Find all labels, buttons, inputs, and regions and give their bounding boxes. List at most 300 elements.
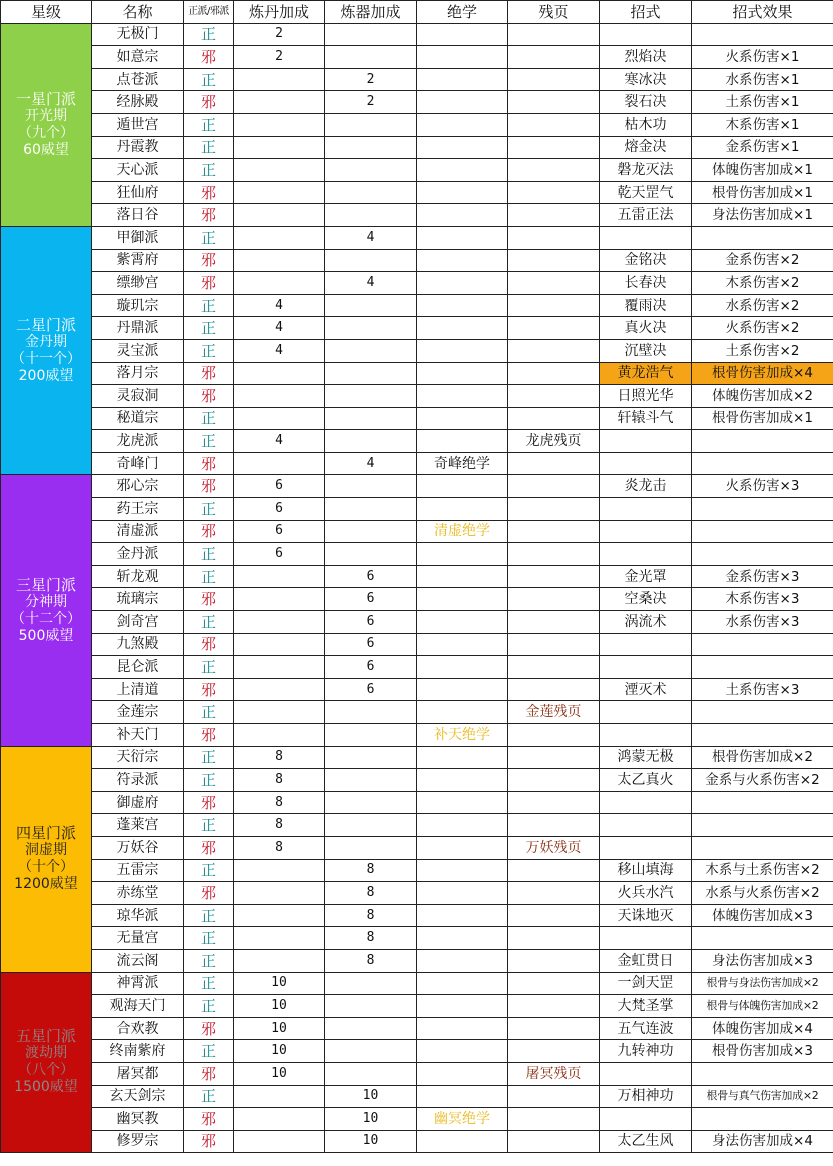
dan-bonus-cell (234, 1085, 325, 1108)
dan-bonus-cell: 10 (234, 1062, 325, 1085)
qi-bonus-cell (325, 475, 417, 498)
canye-cell (508, 746, 600, 769)
table-row (1, 904, 833, 927)
dan-bonus-cell (234, 181, 325, 204)
dan-bonus-cell (234, 724, 325, 747)
canye-cell (508, 972, 600, 995)
table-row (1, 68, 833, 91)
header-tier: 星级 (1, 1, 92, 24)
juexue-cell (417, 68, 508, 91)
table-row (1, 452, 833, 475)
zhaoshi-cell: 金虹贯日 (600, 949, 692, 972)
table-row (1, 543, 833, 566)
zhaoshi-cell: 太乙生风 (600, 1130, 692, 1153)
sect-name-cell: 药王宗 (92, 498, 184, 521)
canye-cell: 龙虎残页 (508, 430, 600, 453)
table-row (1, 746, 833, 769)
juexue-cell (417, 633, 508, 656)
zhaoshi-cell (600, 520, 692, 543)
effect-cell (692, 814, 833, 837)
qi-bonus-cell (325, 701, 417, 724)
sect-name-cell: 清虚派 (92, 520, 184, 543)
sect-name-cell: 琼华派 (92, 904, 184, 927)
juexue-cell (417, 91, 508, 114)
sect-name-cell: 赤练堂 (92, 882, 184, 905)
zhaoshi-cell (600, 226, 692, 249)
dan-bonus-cell (234, 159, 325, 182)
canye-cell (508, 859, 600, 882)
side-cell: 正 (184, 949, 234, 972)
canye-cell: 屠冥残页 (508, 1062, 600, 1085)
juexue-cell (417, 249, 508, 272)
canye-cell (508, 136, 600, 159)
sect-name-cell: 金莲宗 (92, 701, 184, 724)
dan-bonus-cell (234, 1108, 325, 1131)
header-name: 名称 (92, 1, 184, 24)
table-row (1, 136, 833, 159)
tier-cell (1, 475, 92, 746)
table-row (1, 181, 833, 204)
side-cell: 正 (184, 339, 234, 362)
sect-name-cell: 落月宗 (92, 362, 184, 385)
qi-bonus-cell (325, 430, 417, 453)
sect-name-cell: 经脉殿 (92, 91, 184, 114)
side-cell: 正 (184, 746, 234, 769)
tier-line: （九个） (18, 124, 74, 141)
table-row (1, 339, 833, 362)
effect-cell: 根骨与真气伤害加成×2 (692, 1085, 833, 1108)
effect-cell: 身法伤害加成×1 (692, 204, 833, 227)
sect-name-cell: 修罗宗 (92, 1130, 184, 1153)
effect-cell: 火系伤害×1 (692, 46, 833, 69)
side-cell: 正 (184, 23, 234, 46)
sect-name-cell: 遁世宫 (92, 113, 184, 136)
qi-bonus-cell: 6 (325, 611, 417, 634)
side-cell: 正 (184, 407, 234, 430)
sect-name-cell: 丹霞教 (92, 136, 184, 159)
juexue-cell (417, 113, 508, 136)
qi-bonus-cell (325, 339, 417, 362)
sect-name-cell: 邪心宗 (92, 475, 184, 498)
canye-cell (508, 769, 600, 792)
juexue-cell (417, 972, 508, 995)
zhaoshi-cell (600, 1062, 692, 1085)
canye-cell (508, 565, 600, 588)
zhaoshi-cell: 火兵水汽 (600, 882, 692, 905)
canye-cell (508, 317, 600, 340)
canye-cell (508, 68, 600, 91)
effect-cell (692, 430, 833, 453)
qi-bonus-cell (325, 836, 417, 859)
table-body (1, 23, 833, 1153)
side-cell: 正 (184, 498, 234, 521)
effect-cell: 木系伤害×2 (692, 272, 833, 295)
canye-cell (508, 678, 600, 701)
table-row (1, 1130, 833, 1153)
canye-cell (508, 995, 600, 1018)
qi-bonus-cell (325, 23, 417, 46)
table-row (1, 407, 833, 430)
dan-bonus-cell (234, 927, 325, 950)
side-cell: 邪 (184, 520, 234, 543)
qi-bonus-cell (325, 543, 417, 566)
tier-line: 200威望 (18, 367, 74, 384)
tier-cell (1, 226, 92, 475)
table-row (1, 633, 833, 656)
effect-cell: 身法伤害加成×3 (692, 949, 833, 972)
dan-bonus-cell (234, 226, 325, 249)
qi-bonus-cell: 8 (325, 927, 417, 950)
juexue-cell: 补天绝学 (417, 724, 508, 747)
canye-cell (508, 633, 600, 656)
juexue-cell (417, 678, 508, 701)
juexue-cell (417, 701, 508, 724)
table-row (1, 498, 833, 521)
canye-cell (508, 520, 600, 543)
sect-name-cell: 补天门 (92, 724, 184, 747)
zhaoshi-cell: 大梵圣掌 (600, 995, 692, 1018)
dan-bonus-cell (234, 136, 325, 159)
qi-bonus-cell (325, 791, 417, 814)
sect-name-cell: 斩龙观 (92, 565, 184, 588)
zhaoshi-cell (600, 498, 692, 521)
canye-cell (508, 814, 600, 837)
zhaoshi-cell: 涡流术 (600, 611, 692, 634)
qi-bonus-cell: 8 (325, 949, 417, 972)
zhaoshi-cell (600, 633, 692, 656)
zhaoshi-cell (600, 836, 692, 859)
zhaoshi-cell (600, 430, 692, 453)
qi-bonus-cell: 8 (325, 882, 417, 905)
effect-cell: 根骨伤害加成×1 (692, 407, 833, 430)
juexue-cell (417, 656, 508, 679)
effect-cell (692, 498, 833, 521)
side-cell: 正 (184, 226, 234, 249)
dan-bonus-cell (234, 904, 325, 927)
effect-cell (692, 543, 833, 566)
zhaoshi-cell: 一剑天罡 (600, 972, 692, 995)
sect-name-cell: 琉璃宗 (92, 588, 184, 611)
effect-cell (692, 1062, 833, 1085)
effect-cell: 根骨伤害加成×2 (692, 746, 833, 769)
dan-bonus-cell: 8 (234, 836, 325, 859)
canye-cell (508, 204, 600, 227)
dan-bonus-cell (234, 452, 325, 475)
effect-cell: 火系伤害×3 (692, 475, 833, 498)
qi-bonus-cell (325, 1040, 417, 1063)
dan-bonus-cell: 6 (234, 543, 325, 566)
effect-cell (692, 927, 833, 950)
qi-bonus-cell (325, 769, 417, 792)
qi-bonus-cell (325, 294, 417, 317)
qi-bonus-cell (325, 249, 417, 272)
qi-bonus-cell: 2 (325, 91, 417, 114)
dan-bonus-cell (234, 656, 325, 679)
sect-name-cell: 甲御派 (92, 226, 184, 249)
canye-cell (508, 543, 600, 566)
sect-name-cell: 无极门 (92, 23, 184, 46)
juexue-cell (417, 1130, 508, 1153)
dan-bonus-cell (234, 859, 325, 882)
sect-name-cell: 蓬莱宫 (92, 814, 184, 837)
header-qi: 炼器加成 (325, 1, 417, 24)
effect-cell: 金系伤害×2 (692, 249, 833, 272)
effect-cell: 根骨伤害加成×4 (692, 362, 833, 385)
qi-bonus-cell: 4 (325, 226, 417, 249)
table-row (1, 656, 833, 679)
zhaoshi-cell: 烈焰决 (600, 46, 692, 69)
effect-cell (692, 226, 833, 249)
qi-bonus-cell: 10 (325, 1130, 417, 1153)
dan-bonus-cell: 10 (234, 972, 325, 995)
canye-cell (508, 339, 600, 362)
canye-cell (508, 1085, 600, 1108)
sect-name-cell: 璇玑宗 (92, 294, 184, 317)
table-row (1, 565, 833, 588)
qi-bonus-cell: 4 (325, 452, 417, 475)
zhaoshi-cell: 移山填海 (600, 859, 692, 882)
tier-line: 分神期 (25, 593, 67, 610)
effect-cell: 根骨伤害加成×1 (692, 181, 833, 204)
zhaoshi-cell (600, 791, 692, 814)
dan-bonus-cell: 4 (234, 294, 325, 317)
juexue-cell (417, 611, 508, 634)
juexue-cell (417, 769, 508, 792)
canye-cell (508, 1130, 600, 1153)
dan-bonus-cell: 4 (234, 339, 325, 362)
header-effect: 招式效果 (692, 1, 833, 24)
effect-cell (692, 520, 833, 543)
sect-name-cell: 玄天剑宗 (92, 1085, 184, 1108)
side-cell: 邪 (184, 272, 234, 295)
juexue-cell (417, 949, 508, 972)
dan-bonus-cell: 10 (234, 995, 325, 1018)
effect-cell: 根骨与体魄伤害加成×2 (692, 995, 833, 1018)
zhaoshi-cell: 金光罩 (600, 565, 692, 588)
effect-cell (692, 1108, 833, 1131)
zhaoshi-cell (600, 814, 692, 837)
sect-name-cell: 符录派 (92, 769, 184, 792)
sect-name-cell: 无量宫 (92, 927, 184, 950)
sect-name-cell: 秘道宗 (92, 407, 184, 430)
side-cell: 邪 (184, 91, 234, 114)
tier-line: 洞虚期 (25, 842, 67, 859)
qi-bonus-cell (325, 724, 417, 747)
juexue-cell (417, 294, 508, 317)
sect-name-cell: 天心派 (92, 159, 184, 182)
dan-bonus-cell (234, 949, 325, 972)
juexue-cell (417, 226, 508, 249)
effect-cell: 土系伤害×1 (692, 91, 833, 114)
table-row (1, 678, 833, 701)
table-row (1, 769, 833, 792)
sect-name-cell: 狂仙府 (92, 181, 184, 204)
effect-cell (692, 724, 833, 747)
side-cell: 正 (184, 927, 234, 950)
canye-cell (508, 1108, 600, 1131)
table-row (1, 995, 833, 1018)
effect-cell: 根骨伤害加成×3 (692, 1040, 833, 1063)
juexue-cell (417, 543, 508, 566)
canye-cell (508, 1017, 600, 1040)
table-row (1, 430, 833, 453)
zhaoshi-cell: 熔金决 (600, 136, 692, 159)
effect-cell: 水系伤害×3 (692, 611, 833, 634)
sect-name-cell: 剑奇宫 (92, 611, 184, 634)
dan-bonus-cell (234, 385, 325, 408)
zhaoshi-cell: 沉壁决 (600, 339, 692, 362)
table-row (1, 159, 833, 182)
sect-name-cell: 合欢教 (92, 1017, 184, 1040)
table-row (1, 475, 833, 498)
effect-cell (692, 791, 833, 814)
juexue-cell (417, 791, 508, 814)
qi-bonus-cell (325, 1062, 417, 1085)
sect-name-cell: 龙虎派 (92, 430, 184, 453)
table-row (1, 724, 833, 747)
side-cell: 邪 (184, 678, 234, 701)
canye-cell (508, 249, 600, 272)
qi-bonus-cell: 6 (325, 588, 417, 611)
juexue-cell (417, 362, 508, 385)
zhaoshi-cell: 日照光华 (600, 385, 692, 408)
qi-bonus-cell: 10 (325, 1108, 417, 1131)
juexue-cell (417, 565, 508, 588)
effect-cell (692, 701, 833, 724)
qi-bonus-cell (325, 113, 417, 136)
table-row (1, 294, 833, 317)
zhaoshi-cell (600, 656, 692, 679)
juexue-cell: 清虚绝学 (417, 520, 508, 543)
side-cell: 邪 (184, 633, 234, 656)
zhaoshi-cell (600, 1108, 692, 1131)
sect-name-cell: 昆仑派 (92, 656, 184, 679)
tier-line: 金丹期 (25, 333, 67, 350)
side-cell: 正 (184, 430, 234, 453)
sect-name-cell: 终南紫府 (92, 1040, 184, 1063)
table-row (1, 882, 833, 905)
header-canye: 残页 (508, 1, 600, 24)
zhaoshi-cell: 太乙真火 (600, 769, 692, 792)
canye-cell (508, 91, 600, 114)
dan-bonus-cell (234, 1130, 325, 1153)
juexue-cell (417, 339, 508, 362)
tier-line: 五星门派 (15, 1027, 76, 1046)
juexue-cell (417, 927, 508, 950)
juexue-cell: 奇峰绝学 (417, 452, 508, 475)
table-row (1, 385, 833, 408)
table-row (1, 701, 833, 724)
tier-line: 渡劫期 (25, 1045, 67, 1062)
effect-cell: 金系与火系伤害×2 (692, 769, 833, 792)
zhaoshi-cell: 万相神功 (600, 1085, 692, 1108)
side-cell: 邪 (184, 475, 234, 498)
sect-name-cell: 流云阁 (92, 949, 184, 972)
side-cell: 正 (184, 68, 234, 91)
side-cell: 正 (184, 136, 234, 159)
sect-name-cell: 缥缈宫 (92, 272, 184, 295)
side-cell: 邪 (184, 724, 234, 747)
table-row (1, 1085, 833, 1108)
qi-bonus-cell (325, 385, 417, 408)
side-cell: 邪 (184, 588, 234, 611)
juexue-cell (417, 317, 508, 340)
qi-bonus-cell: 6 (325, 678, 417, 701)
side-cell: 邪 (184, 836, 234, 859)
effect-cell: 木系伤害×3 (692, 588, 833, 611)
juexue-cell (417, 385, 508, 408)
side-cell: 邪 (184, 249, 234, 272)
side-cell: 正 (184, 859, 234, 882)
canye-cell: 金莲残页 (508, 701, 600, 724)
zhaoshi-cell: 湮灭术 (600, 678, 692, 701)
side-cell: 邪 (184, 362, 234, 385)
header-side: 正派/邪派 (184, 1, 234, 24)
side-cell: 正 (184, 159, 234, 182)
tier-line: （八个） (18, 1062, 74, 1079)
tier-line: （十个） (18, 859, 74, 876)
side-cell: 正 (184, 995, 234, 1018)
effect-cell: 金系伤害×3 (692, 565, 833, 588)
table-row (1, 272, 833, 295)
side-cell: 邪 (184, 1017, 234, 1040)
qi-bonus-cell: 6 (325, 633, 417, 656)
table-row (1, 791, 833, 814)
dan-bonus-cell: 6 (234, 520, 325, 543)
table-row (1, 204, 833, 227)
table-row (1, 249, 833, 272)
side-cell: 正 (184, 317, 234, 340)
effect-cell: 身法伤害加成×4 (692, 1130, 833, 1153)
dan-bonus-cell (234, 204, 325, 227)
canye-cell (508, 724, 600, 747)
sect-name-cell: 落日谷 (92, 204, 184, 227)
table-row (1, 859, 833, 882)
qi-bonus-cell (325, 498, 417, 521)
juexue-cell (417, 882, 508, 905)
tier-cell (1, 972, 92, 1153)
header-row (1, 1, 833, 24)
effect-cell: 木系与土系伤害×2 (692, 859, 833, 882)
canye-cell (508, 272, 600, 295)
qi-bonus-cell (325, 204, 417, 227)
dan-bonus-cell (234, 882, 325, 905)
effect-cell: 体魄伤害加成×2 (692, 385, 833, 408)
table-row (1, 927, 833, 950)
side-cell: 邪 (184, 204, 234, 227)
effect-cell: 根骨与身法伤害加成×2 (692, 972, 833, 995)
effect-cell (692, 656, 833, 679)
zhaoshi-cell: 磐龙灭法 (600, 159, 692, 182)
effect-cell: 体魄伤害加成×3 (692, 904, 833, 927)
canye-cell (508, 46, 600, 69)
sect-name-cell: 紫霄府 (92, 249, 184, 272)
side-cell: 邪 (184, 882, 234, 905)
effect-cell (692, 836, 833, 859)
juexue-cell (417, 136, 508, 159)
zhaoshi-cell: 炎龙击 (600, 475, 692, 498)
table-row (1, 1040, 833, 1063)
sect-name-cell: 丹鼎派 (92, 317, 184, 340)
side-cell: 邪 (184, 1108, 234, 1131)
sect-name-cell: 奇峰门 (92, 452, 184, 475)
dan-bonus-cell (234, 407, 325, 430)
juexue-cell (417, 407, 508, 430)
side-cell: 正 (184, 543, 234, 566)
qi-bonus-cell (325, 407, 417, 430)
table-row (1, 1017, 833, 1040)
juexue-cell (417, 1017, 508, 1040)
